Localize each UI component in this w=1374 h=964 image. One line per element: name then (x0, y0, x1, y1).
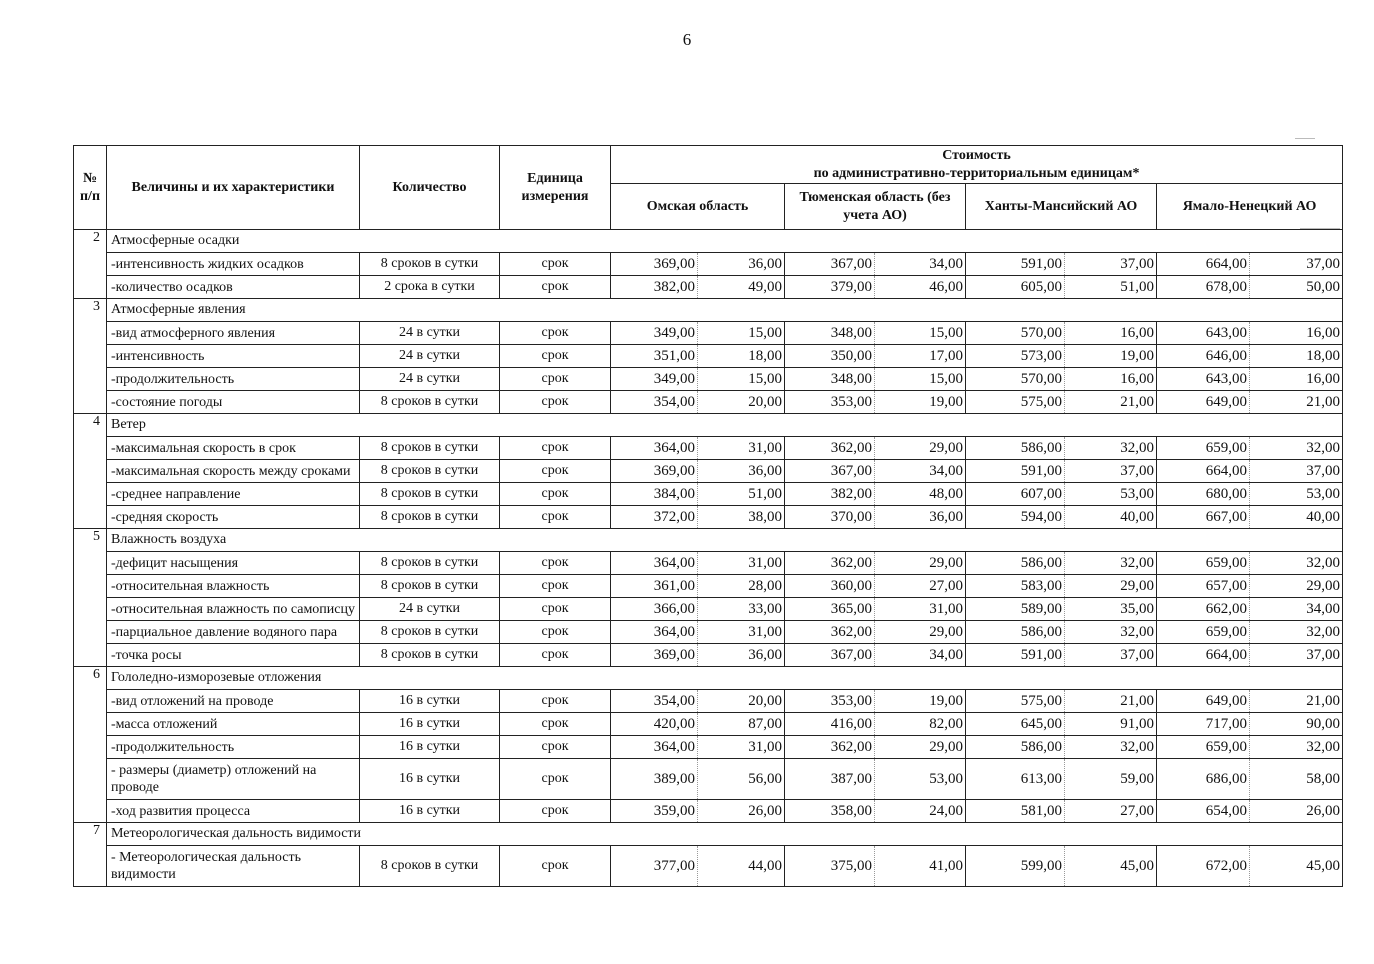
cost-cell: 21,00 (1250, 391, 1343, 414)
quantity-cell: 24 в сутки (360, 345, 500, 368)
cost-cell: 358,00 (785, 800, 875, 823)
header-quantity: Количество (360, 146, 500, 230)
cost-cell: 29,00 (1065, 575, 1157, 598)
cost-cell: 369,00 (611, 460, 698, 483)
table-row (74, 460, 1343, 483)
cost-cell: 369,00 (611, 253, 698, 276)
cost-cell: 664,00 (1157, 253, 1250, 276)
header-cost-subtitle: по административно-территориальным единицам* (813, 165, 1140, 181)
cost-cell: 21,00 (1250, 690, 1343, 713)
cost-cell: 382,00 (611, 276, 698, 299)
cost-cell: 367,00 (785, 253, 875, 276)
parameter-name: -максимальная скорость между сроками (107, 460, 360, 483)
cost-cell: 649,00 (1157, 690, 1250, 713)
cost-cell: 353,00 (785, 391, 875, 414)
cost-cell: 37,00 (1065, 460, 1157, 483)
quantity-cell: 16 в сутки (360, 690, 500, 713)
cost-cell: 51,00 (1065, 276, 1157, 299)
cost-cell: 31,00 (698, 736, 785, 759)
cost-cell: 607,00 (966, 483, 1065, 506)
cost-cell: 37,00 (1065, 253, 1157, 276)
table-row (74, 276, 1343, 299)
table-row (74, 506, 1343, 529)
header-name: Величины и их характеристики (107, 146, 360, 230)
cost-cell: 82,00 (875, 713, 966, 736)
table-body (74, 230, 1343, 887)
cost-cell: 369,00 (611, 644, 698, 667)
parameter-name: -количество осадков (107, 276, 360, 299)
cost-cell: 59,00 (1065, 759, 1157, 800)
quantity-cell: 8 сроков в сутки (360, 846, 500, 887)
cost-cell: 349,00 (611, 368, 698, 391)
cost-cell: 29,00 (875, 437, 966, 460)
cost-cell: 659,00 (1157, 621, 1250, 644)
cost-cell: 364,00 (611, 621, 698, 644)
cost-cell: 379,00 (785, 276, 875, 299)
quantity-cell: 2 срока в сутки (360, 276, 500, 299)
cost-cell: 36,00 (875, 506, 966, 529)
unit-cell: срок (500, 391, 611, 414)
cost-cell: 35,00 (1065, 598, 1157, 621)
section-row (74, 823, 1343, 846)
cost-cell: 18,00 (698, 345, 785, 368)
cost-cell: 53,00 (1250, 483, 1343, 506)
header-region-tyumen: Тюменская область (без учета АО) (785, 184, 966, 230)
section-title: Метеорологическая дальность видимости (107, 823, 1343, 846)
cost-cell: 586,00 (966, 736, 1065, 759)
cost-cell: 377,00 (611, 846, 698, 887)
cost-cell: 24,00 (875, 800, 966, 823)
cost-cell: 375,00 (785, 846, 875, 887)
cost-cell: 348,00 (785, 368, 875, 391)
cost-cell: 91,00 (1065, 713, 1157, 736)
cost-cell: 19,00 (1065, 345, 1157, 368)
cost-cell: 56,00 (698, 759, 785, 800)
unit-cell: срок (500, 759, 611, 800)
cost-cell: 41,00 (875, 846, 966, 887)
cost-cell: 20,00 (698, 690, 785, 713)
quantity-cell: 16 в сутки (360, 800, 500, 823)
cost-cell: 416,00 (785, 713, 875, 736)
cost-cell: 370,00 (785, 506, 875, 529)
section-row (74, 414, 1343, 437)
table-row (74, 391, 1343, 414)
table-row (74, 759, 1343, 800)
table-row (74, 736, 1343, 759)
parameter-name: -точка росы (107, 644, 360, 667)
cost-cell: 58,00 (1250, 759, 1343, 800)
cost-cell: 27,00 (1065, 800, 1157, 823)
quantity-cell: 16 в сутки (360, 759, 500, 800)
quantity-cell: 8 сроков в сутки (360, 437, 500, 460)
table-row (74, 322, 1343, 345)
cost-cell: 19,00 (875, 391, 966, 414)
cost-cell: 599,00 (966, 846, 1065, 887)
parameter-name: -масса отложений (107, 713, 360, 736)
cost-cell: 367,00 (785, 460, 875, 483)
table-row (74, 644, 1343, 667)
cost-cell: 32,00 (1250, 437, 1343, 460)
cost-cell: 349,00 (611, 322, 698, 345)
table-row (74, 598, 1343, 621)
unit-cell: срок (500, 345, 611, 368)
unit-cell: срок (500, 322, 611, 345)
quantity-cell: 16 в сутки (360, 713, 500, 736)
parameter-name: -продолжительность (107, 736, 360, 759)
unit-cell: срок (500, 437, 611, 460)
cost-cell: 575,00 (966, 690, 1065, 713)
cost-cell: 16,00 (1250, 368, 1343, 391)
unit-cell: срок (500, 575, 611, 598)
cost-cell: 27,00 (875, 575, 966, 598)
cost-cell: 29,00 (875, 736, 966, 759)
cost-cell: 365,00 (785, 598, 875, 621)
cost-cell: 29,00 (875, 552, 966, 575)
cost-cell: 19,00 (875, 690, 966, 713)
cost-cell: 26,00 (698, 800, 785, 823)
cost-cell: 591,00 (966, 253, 1065, 276)
cost-cell: 662,00 (1157, 598, 1250, 621)
cost-cell: 37,00 (1250, 644, 1343, 667)
cost-cell: 717,00 (1157, 713, 1250, 736)
table-row (74, 690, 1343, 713)
cost-cell: 664,00 (1157, 644, 1250, 667)
cost-cell: 48,00 (875, 483, 966, 506)
cost-cell: 15,00 (698, 368, 785, 391)
cost-cell: 16,00 (1065, 322, 1157, 345)
parameter-name: -относительная влажность по самописцу (107, 598, 360, 621)
section-row (74, 529, 1343, 552)
parameter-name: -дефицит насыщения (107, 552, 360, 575)
unit-cell: срок (500, 598, 611, 621)
header-cost-title: Стоимость (942, 147, 1011, 163)
cost-cell: 613,00 (966, 759, 1065, 800)
cost-cell: 45,00 (1065, 846, 1157, 887)
cost-cell: 20,00 (698, 391, 785, 414)
cost-cell: 364,00 (611, 437, 698, 460)
table-row (74, 621, 1343, 644)
cost-cell: 384,00 (611, 483, 698, 506)
cost-cell: 575,00 (966, 391, 1065, 414)
cost-cell: 659,00 (1157, 552, 1250, 575)
cost-cell: 46,00 (875, 276, 966, 299)
parameter-name: -максимальная скорость в срок (107, 437, 360, 460)
cost-cell: 589,00 (966, 598, 1065, 621)
cost-cell: 583,00 (966, 575, 1065, 598)
cost-cell: 354,00 (611, 391, 698, 414)
cost-cell: 29,00 (875, 621, 966, 644)
parameter-name: -ход развития процесса (107, 800, 360, 823)
cost-cell: 382,00 (785, 483, 875, 506)
cost-cell: 32,00 (1250, 736, 1343, 759)
section-number: 5 (74, 529, 107, 667)
cost-cell: 350,00 (785, 345, 875, 368)
cost-cell: 40,00 (1065, 506, 1157, 529)
cost-cell: 570,00 (966, 368, 1065, 391)
cost-cell: 32,00 (1065, 437, 1157, 460)
cost-cell: 372,00 (611, 506, 698, 529)
parameter-name: -парциальное давление водяного пара (107, 621, 360, 644)
cost-cell: 659,00 (1157, 437, 1250, 460)
cost-cell: 672,00 (1157, 846, 1250, 887)
unit-cell: срок (500, 483, 611, 506)
parameter-name: -среднее направление (107, 483, 360, 506)
section-title: Влажность воздуха (107, 529, 1343, 552)
cost-cell: 573,00 (966, 345, 1065, 368)
section-title: Ветер (107, 414, 1343, 437)
cost-cell: 594,00 (966, 506, 1065, 529)
table-row (74, 713, 1343, 736)
quantity-cell: 24 в сутки (360, 368, 500, 391)
cost-cell: 361,00 (611, 575, 698, 598)
section-number: 7 (74, 823, 107, 887)
cost-cell: 34,00 (875, 644, 966, 667)
table-row (74, 575, 1343, 598)
header-region-khmao: Ханты-Мансийский АО (966, 184, 1157, 230)
cost-cell: 37,00 (1250, 460, 1343, 483)
quantity-cell: 8 сроков в сутки (360, 644, 500, 667)
cost-cell: 354,00 (611, 690, 698, 713)
cost-cell: 36,00 (698, 644, 785, 667)
section-title: Гололедно-изморозевые отложения (107, 667, 1343, 690)
cost-cell: 32,00 (1250, 621, 1343, 644)
parameter-name: - размеры (диаметр) отложений на проводе (107, 759, 360, 800)
cost-cell: 591,00 (966, 460, 1065, 483)
cost-cell: 667,00 (1157, 506, 1250, 529)
page-number: 6 (682, 30, 692, 49)
header-cost (611, 146, 1343, 184)
parameter-name: -состояние погоды (107, 391, 360, 414)
cost-cell: 32,00 (1065, 552, 1157, 575)
cost-cell: 387,00 (785, 759, 875, 800)
unit-cell: срок (500, 276, 611, 299)
cost-cell: 18,00 (1250, 345, 1343, 368)
section-number: 3 (74, 299, 107, 414)
cost-cell: 28,00 (698, 575, 785, 598)
quantity-cell: 8 сроков в сутки (360, 506, 500, 529)
cost-cell: 38,00 (698, 506, 785, 529)
cost-cell: 53,00 (1065, 483, 1157, 506)
cost-cell: 31,00 (698, 437, 785, 460)
cost-cell: 605,00 (966, 276, 1065, 299)
unit-cell: срок (500, 800, 611, 823)
section-number: 2 (74, 230, 107, 299)
cost-cell: 29,00 (1250, 575, 1343, 598)
cost-cell: 351,00 (611, 345, 698, 368)
parameter-name: -интенсивность (107, 345, 360, 368)
parameter-name: -продолжительность (107, 368, 360, 391)
cost-cell: 353,00 (785, 690, 875, 713)
table-row (74, 483, 1343, 506)
unit-cell: срок (500, 621, 611, 644)
cost-cell: 21,00 (1065, 391, 1157, 414)
table-row (74, 846, 1343, 887)
cost-cell: 32,00 (1065, 736, 1157, 759)
cost-cell: 16,00 (1250, 322, 1343, 345)
quantity-cell: 8 сроков в сутки (360, 460, 500, 483)
unit-cell: срок (500, 552, 611, 575)
unit-cell: срок (500, 713, 611, 736)
cost-cell: 36,00 (698, 460, 785, 483)
parameter-name: -вид отложений на проводе (107, 690, 360, 713)
table-row (74, 345, 1343, 368)
cost-cell: 389,00 (611, 759, 698, 800)
quantity-cell: 8 сроков в сутки (360, 621, 500, 644)
cost-table (73, 145, 1343, 887)
table-row (74, 800, 1343, 823)
parameter-name: - Метеорологическая дальность видимости (107, 846, 360, 887)
cost-cell: 31,00 (875, 598, 966, 621)
cost-cell: 686,00 (1157, 759, 1250, 800)
cost-cell: 649,00 (1157, 391, 1250, 414)
quantity-cell: 24 в сутки (360, 322, 500, 345)
cost-cell: 570,00 (966, 322, 1065, 345)
cost-cell: 643,00 (1157, 368, 1250, 391)
cost-cell: 34,00 (875, 253, 966, 276)
cost-cell: 21,00 (1065, 690, 1157, 713)
cost-cell: 49,00 (698, 276, 785, 299)
cost-cell: 15,00 (698, 322, 785, 345)
section-row (74, 230, 1343, 253)
unit-cell: срок (500, 368, 611, 391)
cost-cell: 645,00 (966, 713, 1065, 736)
cost-cell: 680,00 (1157, 483, 1250, 506)
parameter-name: -вид атмосферного явления (107, 322, 360, 345)
cost-cell: 362,00 (785, 621, 875, 644)
cost-cell: 31,00 (698, 552, 785, 575)
cost-cell: 34,00 (1250, 598, 1343, 621)
parameter-name: -интенсивность жидких осадков (107, 253, 360, 276)
cost-cell: 657,00 (1157, 575, 1250, 598)
cost-cell: 646,00 (1157, 345, 1250, 368)
cost-cell: 50,00 (1250, 276, 1343, 299)
cost-cell: 359,00 (611, 800, 698, 823)
cost-cell: 37,00 (1250, 253, 1343, 276)
cost-cell: 364,00 (611, 552, 698, 575)
cost-cell: 586,00 (966, 552, 1065, 575)
section-title: Атмосферные явления (107, 299, 1343, 322)
scan-mark (1295, 138, 1315, 139)
cost-cell: 51,00 (698, 483, 785, 506)
unit-cell: срок (500, 460, 611, 483)
cost-cell: 643,00 (1157, 322, 1250, 345)
unit-cell: срок (500, 644, 611, 667)
cost-cell: 90,00 (1250, 713, 1343, 736)
table-row (74, 253, 1343, 276)
unit-cell: срок (500, 846, 611, 887)
cost-cell: 664,00 (1157, 460, 1250, 483)
cost-cell: 15,00 (875, 368, 966, 391)
table-row (74, 552, 1343, 575)
cost-cell: 34,00 (875, 460, 966, 483)
unit-cell: срок (500, 253, 611, 276)
parameter-name: -средняя скорость (107, 506, 360, 529)
unit-cell: срок (500, 506, 611, 529)
cost-cell: 16,00 (1065, 368, 1157, 391)
cost-cell: 362,00 (785, 736, 875, 759)
cost-cell: 678,00 (1157, 276, 1250, 299)
cost-cell: 420,00 (611, 713, 698, 736)
quantity-cell: 8 сроков в сутки (360, 391, 500, 414)
cost-cell: 362,00 (785, 437, 875, 460)
cost-cell: 37,00 (1065, 644, 1157, 667)
cost-cell: 45,00 (1250, 846, 1343, 887)
cost-cell: 32,00 (1065, 621, 1157, 644)
cost-cell: 362,00 (785, 552, 875, 575)
parameter-name: -относительная влажность (107, 575, 360, 598)
scan-mark (1300, 228, 1340, 229)
cost-cell: 26,00 (1250, 800, 1343, 823)
section-row (74, 299, 1343, 322)
quantity-cell: 8 сроков в сутки (360, 552, 500, 575)
header-num: № п/п (74, 146, 107, 230)
cost-cell: 31,00 (698, 621, 785, 644)
quantity-cell: 8 сроков в сутки (360, 253, 500, 276)
table-row (74, 368, 1343, 391)
cost-cell: 586,00 (966, 621, 1065, 644)
cost-cell: 17,00 (875, 345, 966, 368)
cost-cell: 364,00 (611, 736, 698, 759)
cost-cell: 360,00 (785, 575, 875, 598)
cost-cell: 591,00 (966, 644, 1065, 667)
header-region-yanao: Ямало-Ненецкий АО (1157, 184, 1343, 230)
unit-cell: срок (500, 690, 611, 713)
cost-cell: 15,00 (875, 322, 966, 345)
cost-cell: 586,00 (966, 437, 1065, 460)
cost-cell: 366,00 (611, 598, 698, 621)
table-row (74, 437, 1343, 460)
cost-cell: 659,00 (1157, 736, 1250, 759)
section-row (74, 667, 1343, 690)
cost-cell: 44,00 (698, 846, 785, 887)
section-number: 4 (74, 414, 107, 529)
quantity-cell: 24 в сутки (360, 598, 500, 621)
quantity-cell: 8 сроков в сутки (360, 483, 500, 506)
cost-cell: 581,00 (966, 800, 1065, 823)
cost-cell: 367,00 (785, 644, 875, 667)
cost-cell: 654,00 (1157, 800, 1250, 823)
cost-cell: 32,00 (1250, 552, 1343, 575)
cost-cell: 87,00 (698, 713, 785, 736)
quantity-cell: 16 в сутки (360, 736, 500, 759)
cost-cell: 36,00 (698, 253, 785, 276)
cost-cell: 53,00 (875, 759, 966, 800)
cost-cell: 348,00 (785, 322, 875, 345)
section-title: Атмосферные осадки (107, 230, 1343, 253)
quantity-cell: 8 сроков в сутки (360, 575, 500, 598)
header-unit: Единица измерения (500, 146, 611, 230)
cost-cell: 33,00 (698, 598, 785, 621)
header-region-omsk: Омская область (611, 184, 785, 230)
unit-cell: срок (500, 736, 611, 759)
section-number: 6 (74, 667, 107, 823)
cost-cell: 40,00 (1250, 506, 1343, 529)
